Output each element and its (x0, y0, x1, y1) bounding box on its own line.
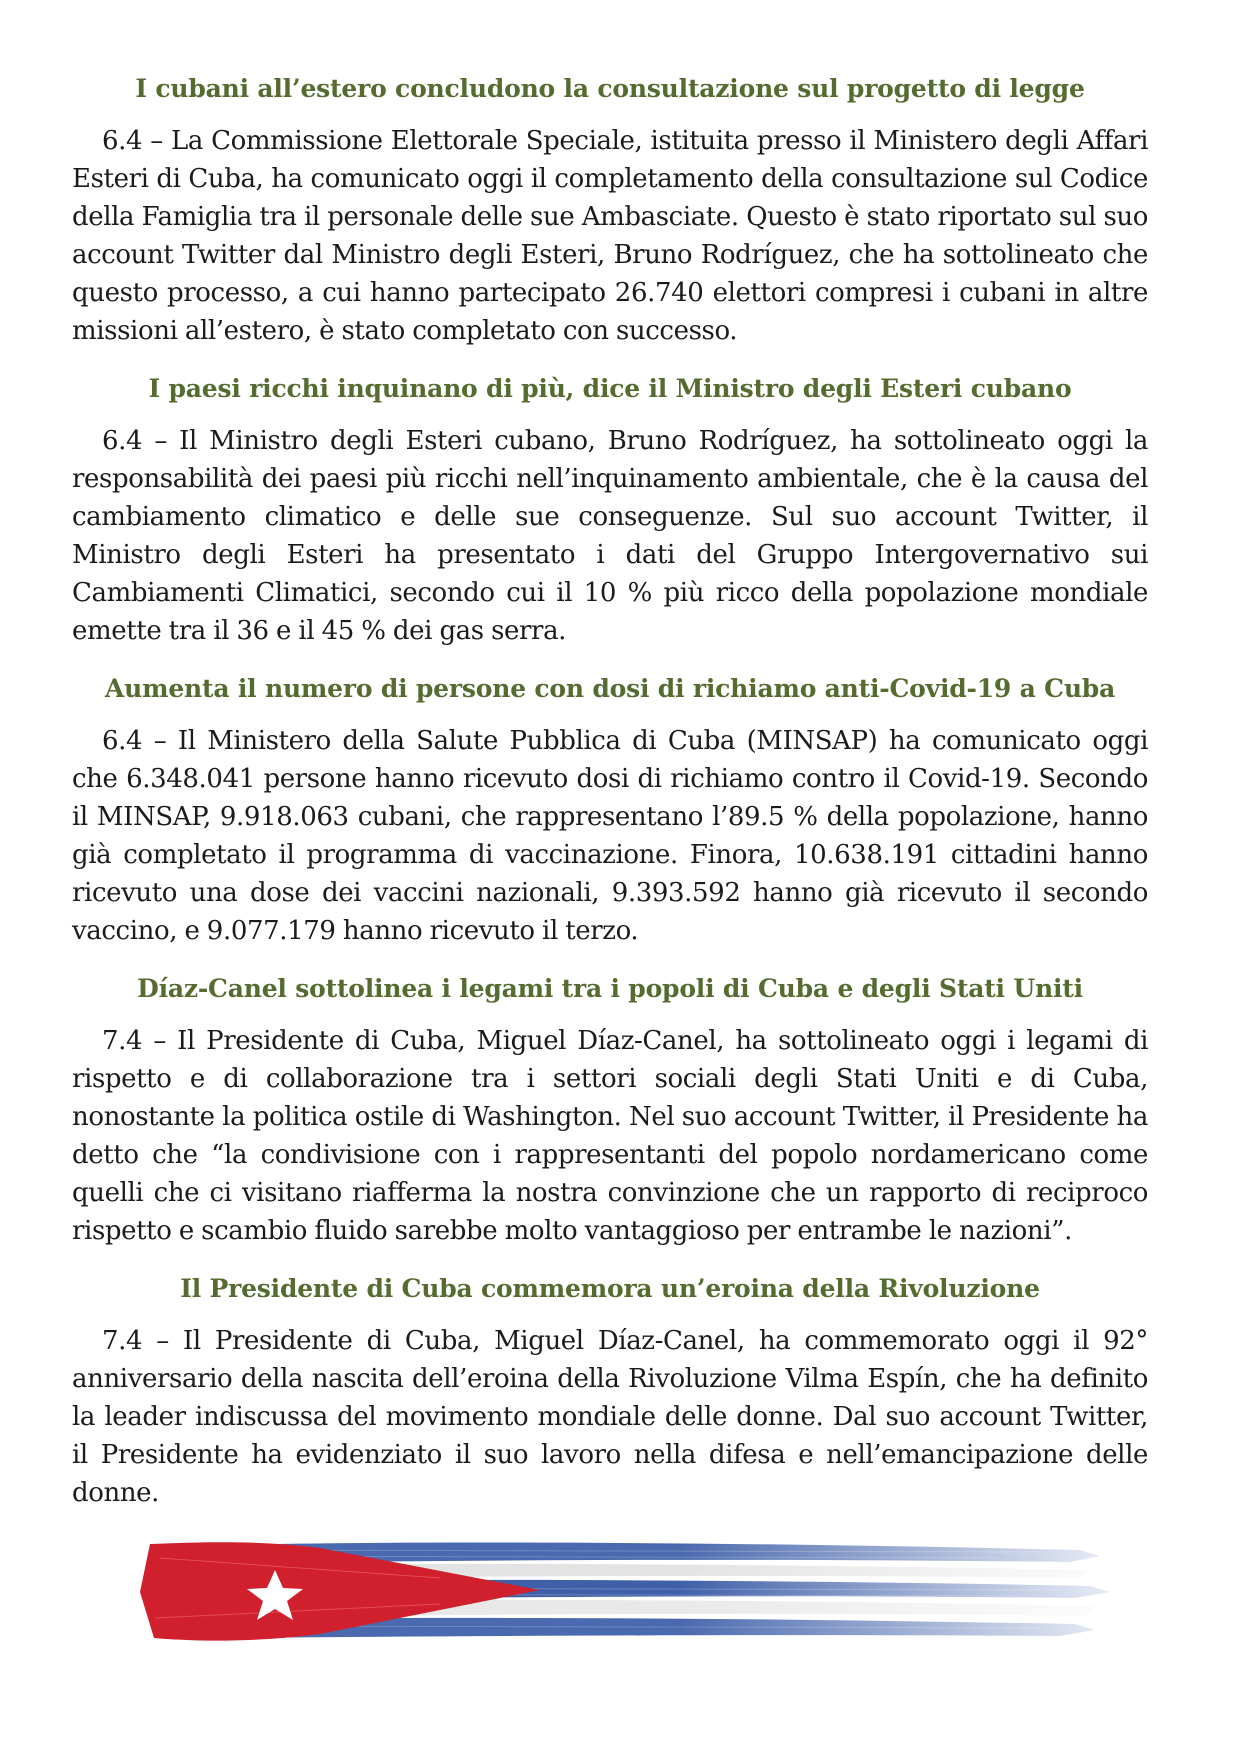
article-headline: Díaz-Canel sottolinea i legami tra i popoli di Cuba e degli Stati Uniti (137, 974, 1083, 1003)
article-body: 7.4 – Il Presidente di Cuba, Miguel Díaz-Canel, ha commemorato oggi il 92° anniversario della nascita dell’eroina della Rivoluzione Vilma Espín, che ha definito la leader indiscussa del movimento mondiale delle donne. Dal suo account Twitter, il Presidente ha evidenziato il suo lavoro nella difesa e nell’emancipazione delle donne. (72, 1326, 1148, 1508)
cuban-flag-brushstroke (140, 1538, 1120, 1648)
article-2 (72, 372, 1148, 650)
article-body: 6.4 – La Commissione Elettorale Speciale, istituita presso il Ministero degli Affari Esteri di Cuba, ha comunicato oggi il completamento della consultazione sul Codice della Famiglia tra il personale delle sue Ambasciate. Questo è stato riportato sul suo account Twitter dal Ministro degli Esteri, Bruno Rodríguez, che ha sottolineato che questo processo, a cui hanno partecipato 26.740 elettori compresi i cubani in altre missioni all’estero, è stato completato con successo. (72, 126, 1148, 346)
article-1 (72, 72, 1148, 350)
article-5 (72, 1272, 1148, 1512)
article-headline: Il Presidente di Cuba commemora un’eroina della Rivoluzione (180, 1274, 1040, 1303)
cuban-flag-icon (140, 1538, 1120, 1648)
article-body: 6.4 – Il Ministro degli Esteri cubano, Bruno Rodríguez, ha sottolineato oggi la responsabilità dei paesi più ricchi nell’inquinamento ambientale, che è la causa del cambiamento climatico e delle sue conseguenze. Sul suo account Twitter, il Ministro degli Esteri ha presentato i dati del Gruppo Intergovernativo sui Cambiamenti Climatici, secondo cui il 10 % più ricco della popolazione mondiale emette tra il 36 e il 45 % dei gas serra. (72, 426, 1148, 646)
article-headline: I paesi ricchi inquinano di più, dice il Ministro degli Esteri cubano (148, 374, 1072, 403)
article-headline: I cubani all’estero concludono la consultazione sul progetto di legge (135, 74, 1085, 103)
document-page (72, 72, 1148, 1534)
article-4 (72, 972, 1148, 1250)
article-3 (72, 672, 1148, 950)
article-headline: Aumenta il numero di persone con dosi di richiamo anti-Covid-19 a Cuba (104, 674, 1116, 703)
article-body: 7.4 – Il Presidente di Cuba, Miguel Díaz-Canel, ha sottolineato oggi i legami di rispetto e di collaborazione tra i settori sociali degli Stati Uniti e di Cuba, nonostante la politica ostile di Washington. Nel suo account Twitter, il Presidente ha detto che “la condivisione con i rappresentanti del popolo nordamericano come quelli che ci visitano riafferma la nostra convinzione che un rapporto di reciproco rispetto e scambio fluido sarebbe molto vantaggioso per entrambe le nazioni”. (72, 1026, 1148, 1246)
article-body: 6.4 – Il Ministero della Salute Pubblica di Cuba (MINSAP) ha comunicato oggi che 6.348.041 persone hanno ricevuto dosi di richiamo contro il Covid-19. Secondo il MINSAP, 9.918.063 cubani, che rappresentano l’89.5 % della popolazione, hanno già completato il programma di vaccinazione. Finora, 10.638.191 cittadini hanno ricevuto una dose dei vaccini nazionali, 9.393.592 hanno già ricevuto il secondo vaccino, e 9.077.179 hanno ricevuto il terzo. (72, 726, 1148, 946)
